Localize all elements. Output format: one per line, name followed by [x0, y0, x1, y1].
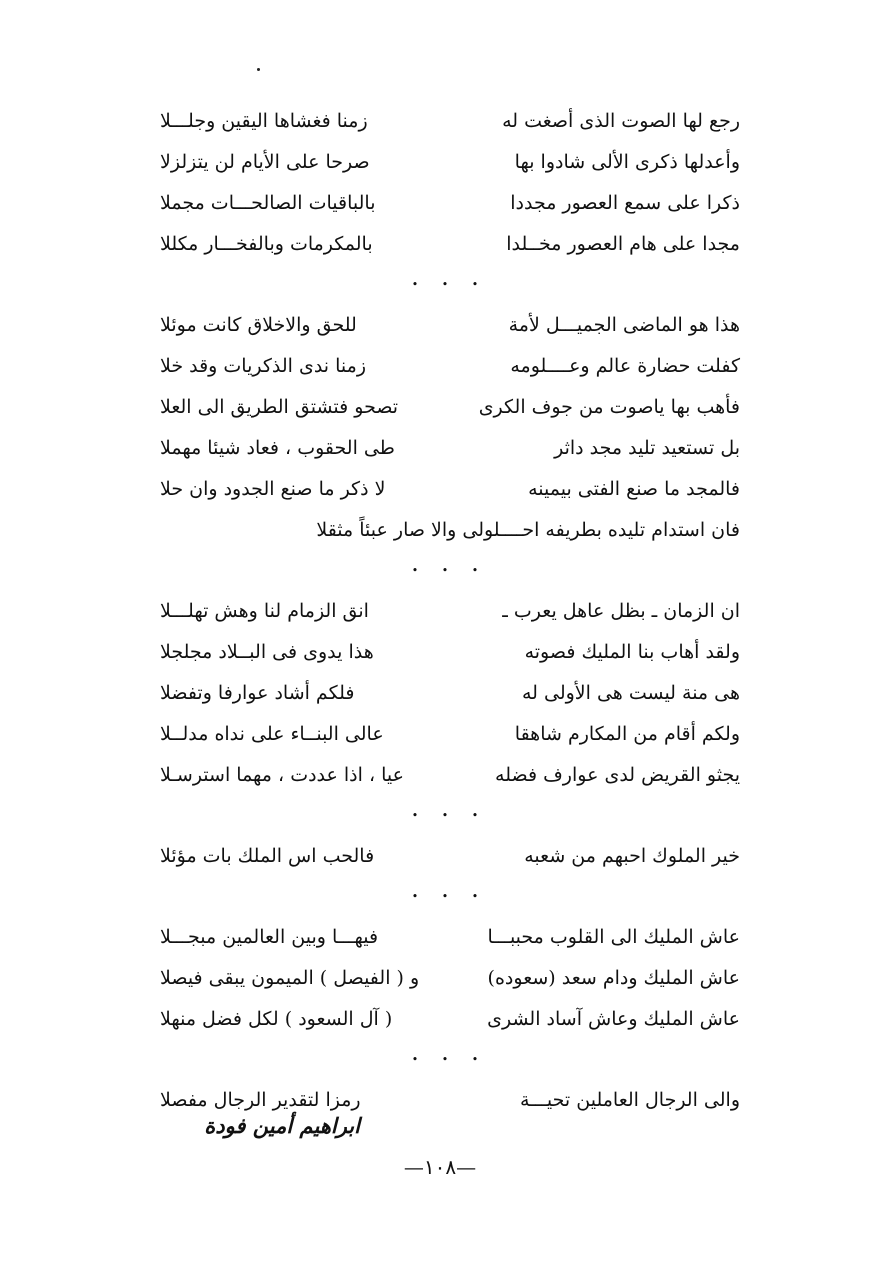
first-hemistich: كفلت حضارة عالم وعــــلومه	[510, 354, 740, 377]
verse-line	[160, 141, 740, 182]
first-hemistich: هى منة ليست هى الأولى له	[521, 681, 740, 704]
verse-line	[160, 223, 740, 264]
first-hemistich: والى الرجال العاملين تحيـــة	[520, 1088, 740, 1111]
verse-line	[160, 998, 740, 1039]
stanza-separator: • • •	[411, 1052, 489, 1066]
first-hemistich: مجدا على هام العصور مخــلدا	[506, 232, 740, 255]
first-hemistich: بل تستعيد تليد مجد داثر	[554, 436, 740, 459]
first-hemistich: فالمجد ما صنع الفتى بيمينه	[528, 477, 740, 500]
second-hemistich: طى الحقوب ، فعاد شيئا مهملا	[160, 436, 395, 459]
author-signature: ابراهيم أمين فودة	[204, 1113, 360, 1138]
stanza-separator: • • •	[411, 563, 489, 577]
first-hemistich: ولقد أهاب بنا المليك فصوته	[524, 640, 740, 663]
second-hemistich: زمنا فغشاها اليقين وجلـــلا	[160, 109, 368, 132]
verse-line	[160, 672, 740, 713]
second-hemistich: للحق والاخلاق كانت موئلا	[160, 313, 357, 336]
first-hemistich: فأهب بها ياصوت من جوف الكرى	[478, 395, 740, 418]
first-hemistich: عاش المليك وعاش آساد الشرى	[487, 1007, 740, 1030]
second-hemistich: و ( الفيصل ) الميمون يبقى فيصلا	[160, 966, 420, 989]
second-hemistich: تصحو فتشتق الطريق الى العلا	[160, 395, 399, 418]
ink-speck	[257, 68, 260, 71]
first-hemistich: ان الزمان ـ بظل عاهل يعرب ـ	[502, 599, 740, 622]
first-hemistich: ولكم أقام من المكارم شاهقا	[514, 722, 740, 745]
verse-line	[160, 386, 740, 427]
second-hemistich: ( آل السعود ) لكل فضل منهلا	[160, 1007, 393, 1030]
second-hemistich: لا ذكر ما صنع الجدود وان حلا	[160, 477, 386, 500]
verse-line	[160, 957, 740, 998]
second-hemistich: زمنا ندى الذكريات وقد خلا	[160, 354, 367, 377]
first-hemistich: عاش المليك الى القلوب محببـــا	[487, 925, 740, 948]
verse-line	[160, 835, 740, 876]
second-hemistich: فيهـــا وبين العالمين مبجـــلا	[160, 925, 379, 948]
first-hemistich: وأعدلها ذكرى الألى شادوا بها	[514, 150, 740, 173]
second-hemistich: عالى البنــاء على نداه مدلــلا	[160, 722, 384, 745]
verse-line	[160, 182, 740, 223]
second-hemistich: بالمكرمات وبالفخـــار مكللا	[160, 232, 373, 255]
second-hemistich: رمزا لتقدير الرجال مفصلا	[160, 1088, 361, 1111]
stanza-separator: • • •	[411, 808, 489, 822]
first-hemistich: هذا هو الماضى الجميـــل لأمة	[508, 313, 740, 336]
full-verse: فان استدام تليده بطريفه احــــلولى والا صار عبئاً مثقلا	[316, 518, 740, 541]
second-hemistich: عيا ، اذا عددت ، مهما استرسـلا	[160, 763, 404, 786]
first-hemistich: رجع لها الصوت الذى أصغت له	[502, 109, 740, 132]
verse-line	[160, 916, 740, 957]
first-hemistich: خير الملوك احبهم من شعبه	[524, 844, 740, 867]
verse-line	[160, 590, 740, 631]
second-hemistich: هذا يدوى فى البــلاد مجلجلا	[160, 640, 374, 663]
stanza-separator: • • •	[411, 889, 489, 903]
second-hemistich: فلكم أشاد عوارفا وتفضلا	[160, 681, 355, 704]
verse-line	[160, 304, 740, 345]
page-number: —١٠٨—	[403, 1155, 477, 1179]
verse-line	[160, 427, 740, 468]
first-hemistich: عاش المليك ودام سعد (سعوده)	[487, 966, 740, 989]
verse-line	[160, 631, 740, 672]
verse-line-continuous	[160, 509, 740, 550]
first-hemistich: يجثو القريض لدى عوارف فضله	[495, 763, 740, 786]
verse-line	[160, 468, 740, 509]
verse-line	[160, 754, 740, 795]
verse-line	[160, 100, 740, 141]
second-hemistich: فالحب اس الملك بات مؤئلا	[160, 844, 375, 867]
poem	[160, 100, 740, 1120]
second-hemistich: صرحا على الأيام لن يتزلزلا	[160, 150, 370, 173]
first-hemistich: ذكرا على سمع العصور مجددا	[510, 191, 740, 214]
second-hemistich: بالباقيات الصالحـــات مجملا	[160, 191, 376, 214]
verse-line	[160, 345, 740, 386]
verse-line	[160, 713, 740, 754]
stanza-separator: • • •	[411, 277, 489, 291]
second-hemistich: انق الزمام لنا وهش تهلـــلا	[160, 599, 369, 622]
